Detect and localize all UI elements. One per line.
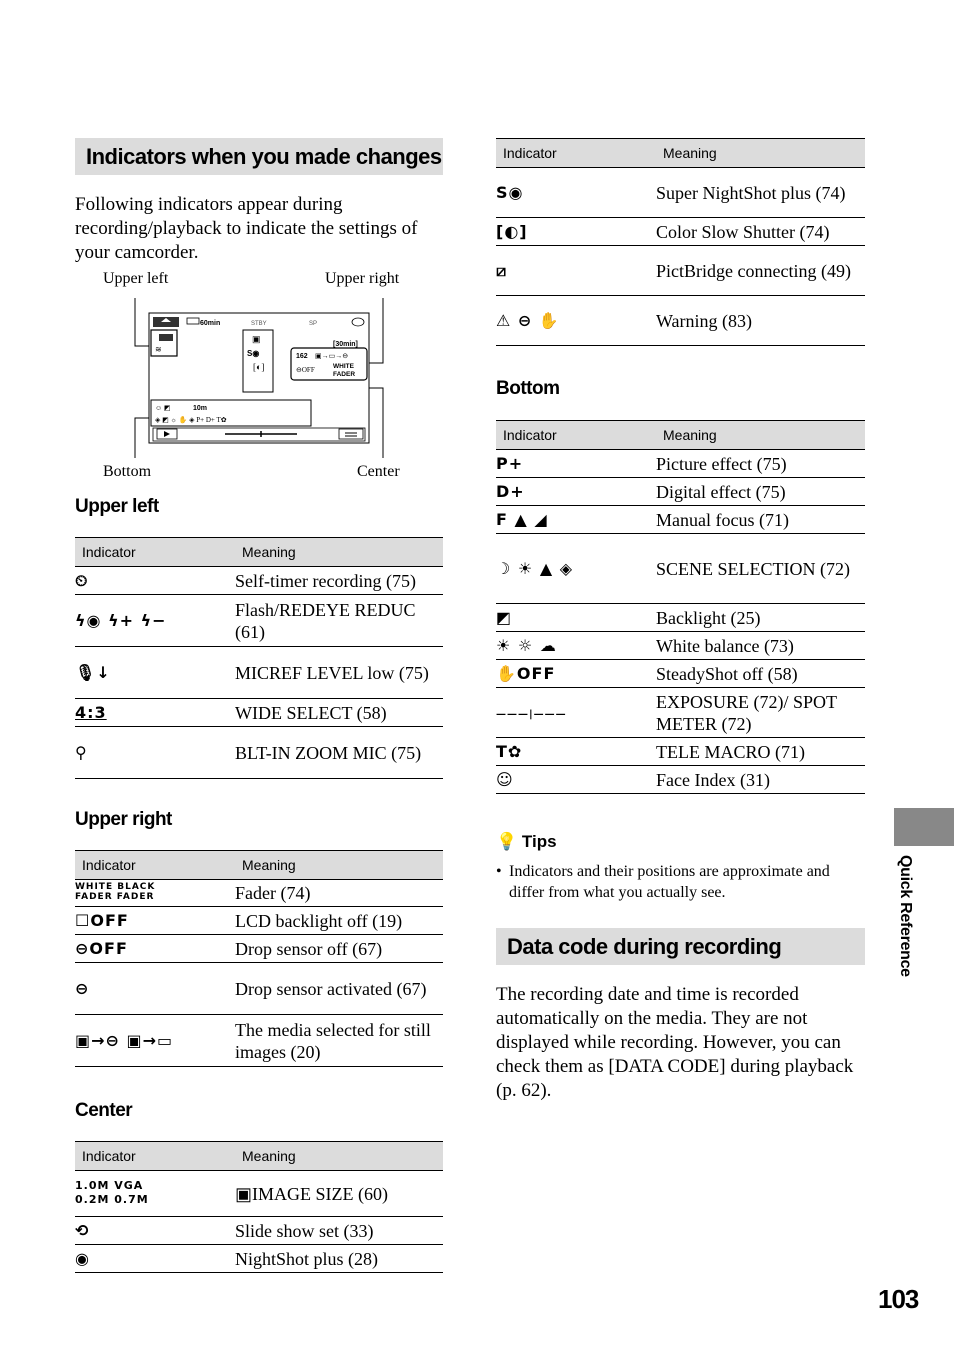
table-row: ⏲ Self-timer recording (75)	[75, 567, 443, 595]
col-meaning: Meaning	[235, 538, 443, 567]
tips-heading: 💡 Tips	[496, 832, 557, 851]
col-meaning: Meaning	[235, 851, 443, 880]
table-row: 🎙↓ MICREF LEVEL low (75)	[75, 647, 443, 699]
flash-icon: ϟ◉ ϟ+ ϟ−	[75, 611, 167, 630]
mic-level-icon: 🎙↓	[75, 663, 111, 682]
svg-text:60min: 60min	[200, 320, 221, 327]
tele-macro-icon: T✿	[496, 742, 523, 761]
label-center: Center	[357, 463, 400, 480]
data-code-paragraph: The recording date and time is recorded automatically on the media. They are not displayed while recording. However, you can check them as [DATA CODE] during playback (p. 62).	[496, 984, 854, 1101]
exposure-slider-icon: ———|———	[496, 708, 567, 720]
screen-diagram	[75, 268, 443, 488]
table-row: ◉ NightShot plus (28)	[75, 1245, 443, 1273]
svg-text:STBY: STBY	[251, 321, 267, 327]
svg-text:FADER: FADER	[333, 371, 356, 378]
wide-select-icon: 4:3	[75, 703, 107, 722]
label-upper-right: Upper right	[325, 270, 400, 287]
face-index-icon: ☺	[496, 770, 514, 789]
image-size-prefix-icon: ▣	[235, 1183, 253, 1204]
super-nightshot-icon: S◉	[496, 183, 524, 202]
table-row: ⚲ BLT-IN ZOOM MIC (75)	[75, 727, 443, 779]
slide-show-icon: ⟲	[75, 1221, 90, 1240]
picture-effect-icon: P+	[496, 454, 524, 473]
upper-right-table	[75, 850, 443, 1067]
svg-text:10m: 10m	[193, 405, 208, 412]
page-number: 103	[878, 1284, 919, 1314]
col-indicator: Indicator	[75, 1142, 235, 1171]
center-table	[75, 1141, 443, 1273]
col-meaning: Meaning	[235, 1142, 443, 1171]
digital-effect-icon: D+	[496, 482, 525, 501]
white-balance-icon: ☀ ☼ ☁	[496, 636, 557, 655]
label-bottom: Bottom	[103, 463, 152, 480]
subheading-bottom: Bottom	[496, 378, 560, 399]
svg-text:▣: ▣	[252, 334, 261, 344]
image-size-icon: 1.0M VGA 0.2M 0.7M	[75, 1179, 149, 1206]
bottom-table	[496, 420, 865, 794]
pictbridge-icon: ⧄	[496, 261, 508, 280]
fader-icon: WHITE BLACK FADER FADER	[75, 882, 156, 902]
table-row: ⚠ ⊖ ✋ Warning (83)	[496, 296, 865, 346]
col-meaning: Meaning	[656, 421, 865, 450]
section-title-indicators: Indicators when you made changes	[75, 138, 443, 175]
scene-selection-icon: ☽ ☀ ▲ ◈	[496, 559, 574, 578]
bullet-icon: •	[496, 863, 502, 880]
table-row: 4:3 WIDE SELECT (58)	[75, 699, 443, 727]
svg-text:▣→▭→⊖: ▣→▭→⊖	[315, 352, 349, 360]
backlight-icon: ◩	[496, 608, 513, 627]
table-row: ⟲ Slide show set (33)	[75, 1217, 443, 1245]
warning-icon: ⚠ ⊖ ✋	[496, 311, 560, 330]
table-row: ◩ Backlight (25)	[496, 604, 865, 632]
svg-text:☺ ◩: ☺ ◩	[155, 404, 171, 412]
table-row: ☽ ☀ ▲ ◈ SCENE SELECTION (72)	[496, 534, 865, 604]
svg-text:SP: SP	[309, 321, 318, 327]
svg-text:◈ ◩ ☼ ✋ ◈ P+ D+ T✿: ◈ ◩ ☼ ✋ ◈ P+ D+ T✿	[155, 416, 227, 424]
table-row: D+ Digital effect (75)	[496, 478, 865, 506]
lcd-backlight-off-icon: ☐OFF	[75, 911, 129, 930]
svg-text:⊖OFF: ⊖OFF	[296, 366, 315, 374]
side-tab-label: Quick Reference	[897, 855, 914, 977]
subheading-center: Center	[75, 1100, 133, 1121]
svg-text:[◐]: [◐]	[253, 362, 265, 372]
col-indicator: Indicator	[75, 851, 235, 880]
label-upper-left: Upper left	[103, 270, 169, 287]
color-slow-shutter-icon: [◐]	[496, 222, 528, 241]
col-indicator: Indicator	[75, 538, 235, 567]
subheading-upper-right: Upper right	[75, 809, 172, 830]
table-row: ▣→⊖ ▣→▭ The media selected for still images (20)	[75, 1015, 443, 1067]
tips-text: • Indicators and their positions are approximate and differ from what you actually see.	[496, 863, 830, 901]
upper-left-table	[75, 537, 443, 779]
manual-focus-icon: F ▲ ◢	[496, 510, 548, 529]
svg-text:≋: ≋	[155, 345, 162, 354]
table-row: ———|——— EXPOSURE (72)/ SPOT METER (72)	[496, 688, 865, 738]
table-row: ☐OFF LCD backlight off (19)	[75, 907, 443, 935]
table-row: ⧄ PictBridge connecting (49)	[496, 246, 865, 296]
svg-text:S◉: S◉	[247, 349, 260, 358]
drop-sensor-off-icon: ⊖OFF	[75, 939, 128, 958]
steadyshot-off-icon: ✋OFF	[496, 664, 556, 683]
table-row: 1.0M VGA 0.2M 0.7M ▣IMAGE SIZE (60)	[75, 1171, 443, 1217]
col-indicator: Indicator	[496, 139, 656, 168]
table-row: ⊖OFF Drop sensor off (67)	[75, 935, 443, 963]
side-tab-marker	[894, 808, 954, 846]
subheading-upper-left: Upper left	[75, 496, 159, 517]
table-row: P+ Picture effect (75)	[496, 450, 865, 478]
table-row: T✿ TELE MACRO (71)	[496, 738, 865, 766]
table-row: ϟ◉ ϟ+ ϟ− Flash/REDEYE REDUC (61)	[75, 595, 443, 647]
col-meaning: Meaning	[656, 139, 865, 168]
table-row: ⊖ Drop sensor activated (67)	[75, 963, 443, 1015]
svg-text:[30min]: [30min]	[333, 341, 358, 348]
col-indicator: Indicator	[496, 421, 656, 450]
table-row: F ▲ ◢ Manual focus (71)	[496, 506, 865, 534]
table-row: [◐] Color Slow Shutter (74)	[496, 218, 865, 246]
intro-paragraph: Following indicators appear during recording/playback to indicate the settings of your camcorder.	[75, 194, 418, 263]
svg-text:162: 162	[296, 353, 308, 360]
table-row: ✋OFF SteadyShot off (58)	[496, 660, 865, 688]
svg-text:WHITE: WHITE	[333, 363, 354, 370]
table-row: WHITE BLACK FADER FADER Fader (74)	[75, 880, 443, 907]
zoom-mic-icon: ⚲	[75, 743, 88, 762]
nightshot-icon: ◉	[75, 1249, 90, 1268]
table-row: ☺ Face Index (31)	[496, 766, 865, 794]
table-row: S◉ Super NightShot plus (74)	[496, 168, 865, 218]
section-title-data-code: Data code during recording	[496, 928, 865, 965]
media-select-icon: ▣→⊖ ▣→▭	[75, 1031, 174, 1050]
drop-sensor-icon: ⊖	[75, 979, 90, 998]
camcorder-screen-illustration	[75, 268, 443, 488]
table-row: ☀ ☼ ☁ White balance (73)	[496, 632, 865, 660]
self-timer-icon: ⏲	[75, 571, 89, 590]
right-top-table	[496, 138, 865, 346]
lightbulb-icon: 💡	[496, 832, 518, 851]
